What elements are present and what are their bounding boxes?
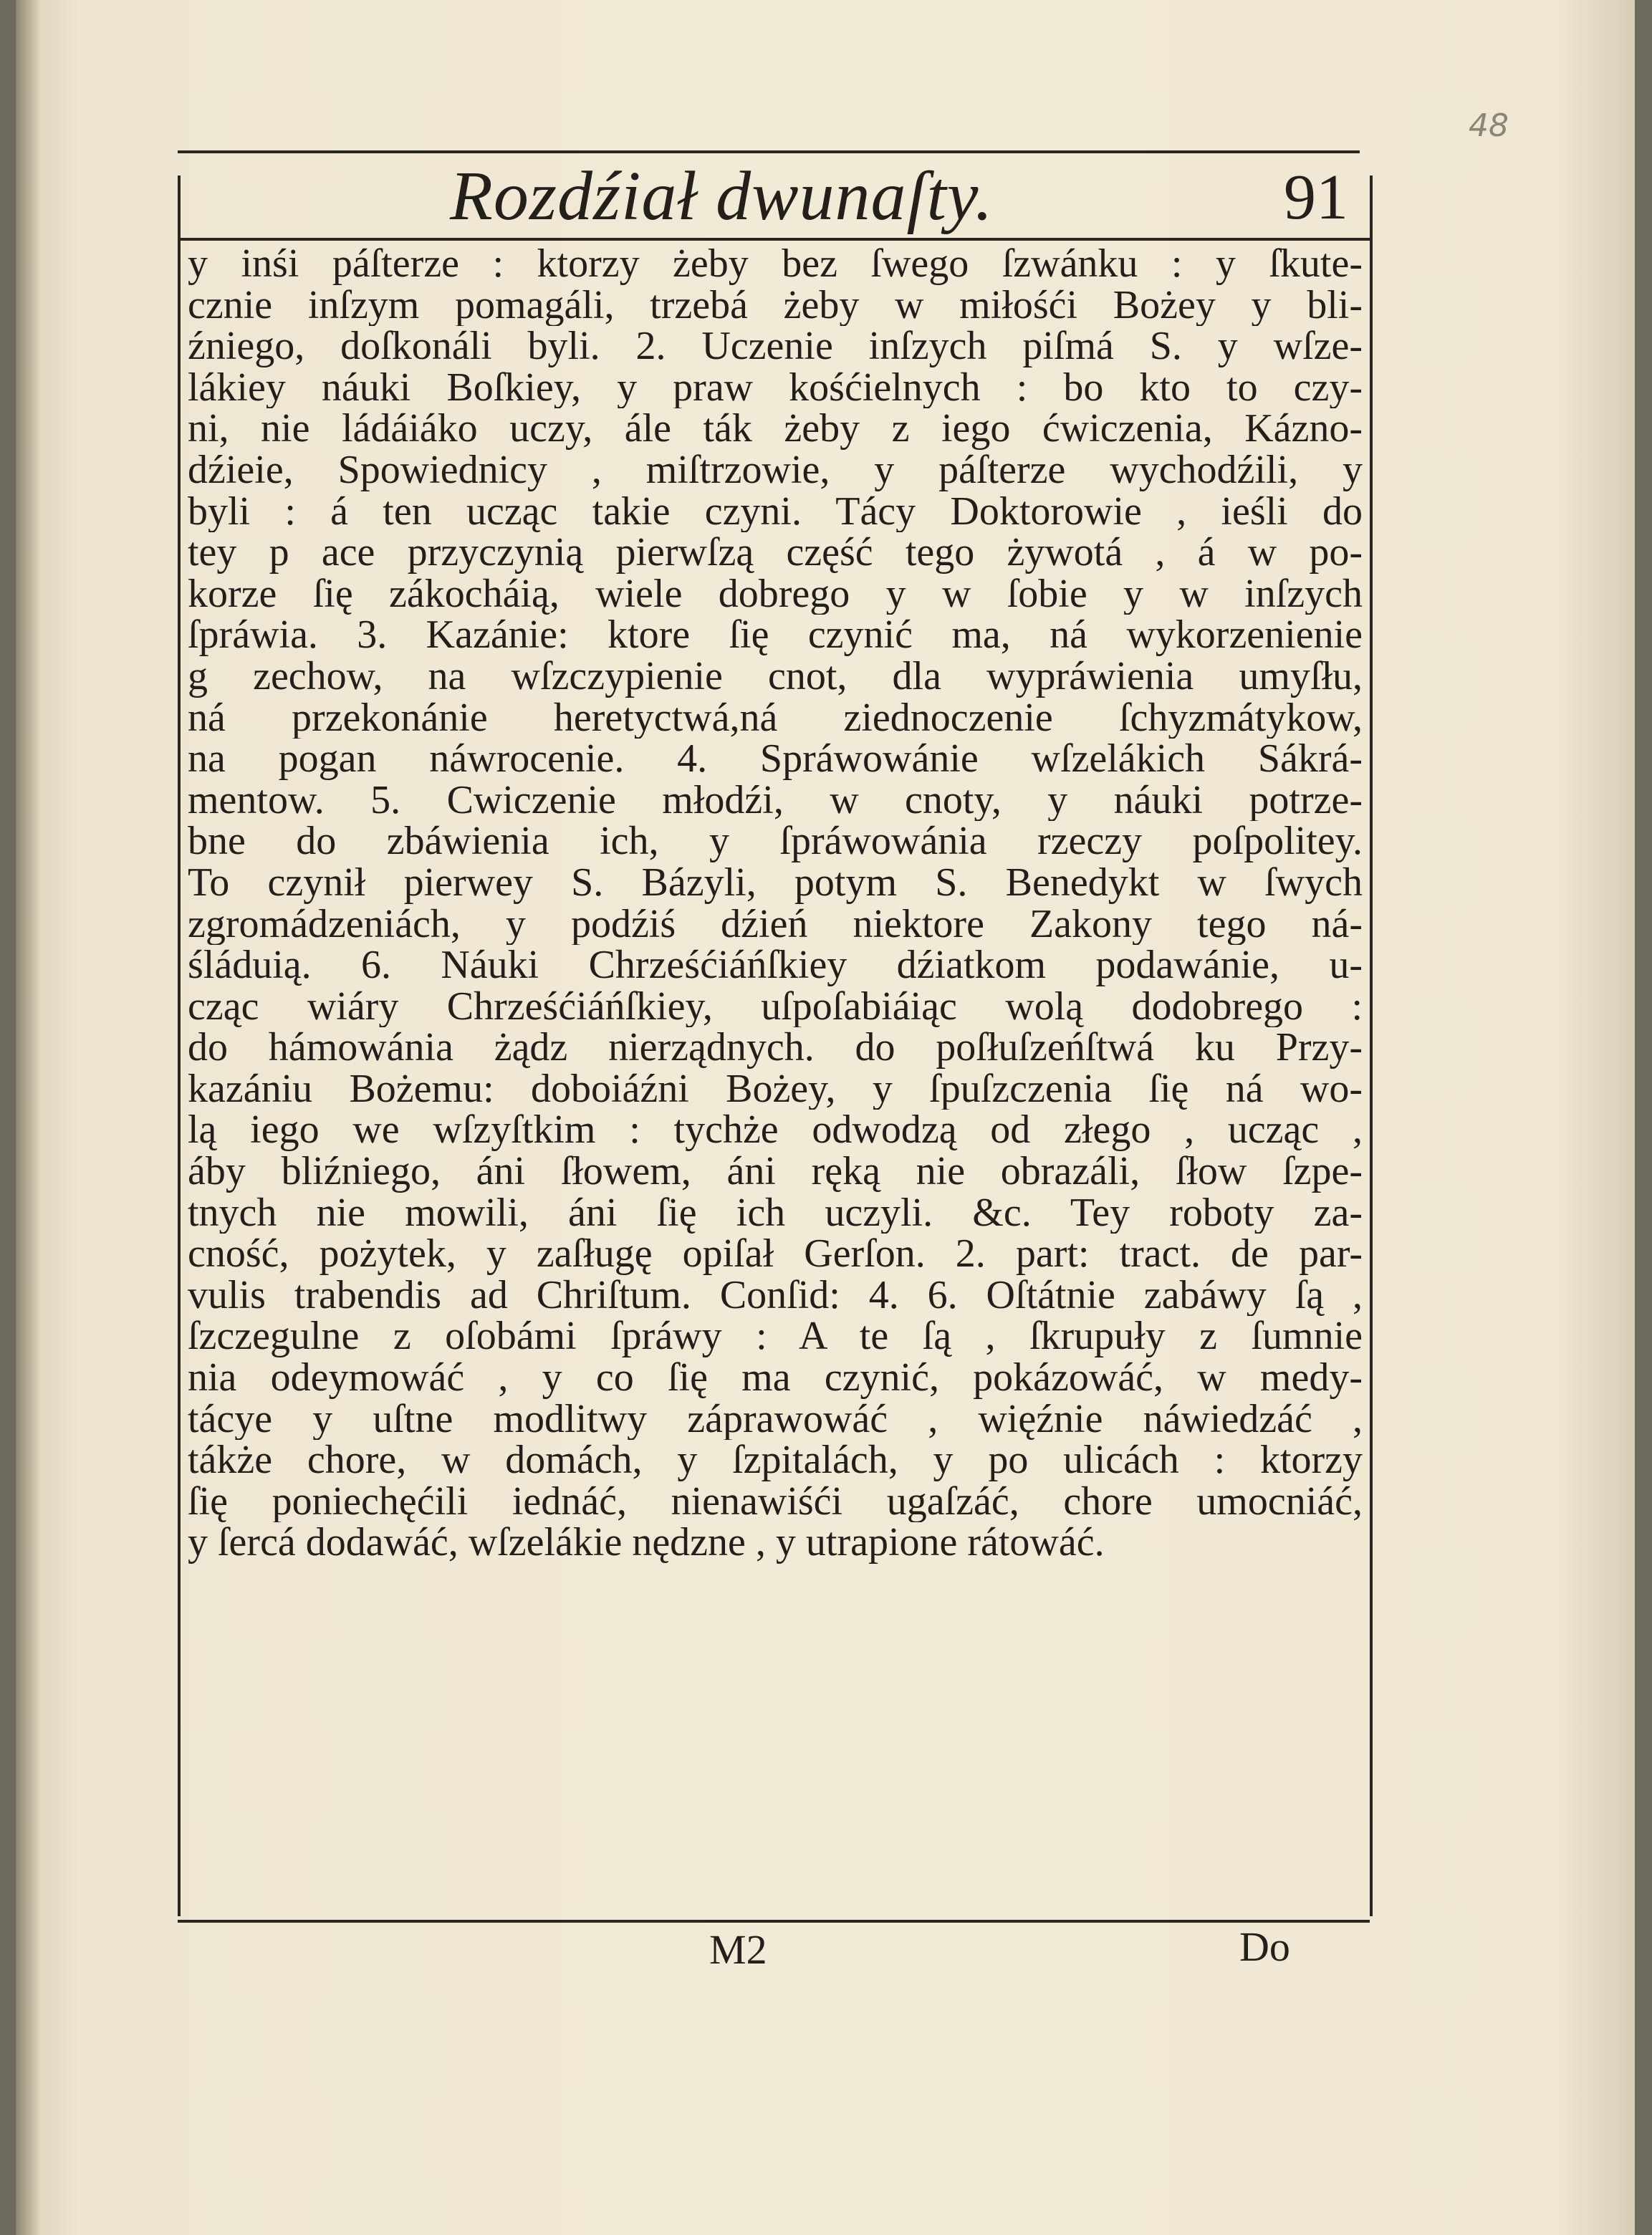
text-line: lákiey náuki Boſkiey, y praw kośćielnych : bo kto to czy- <box>188 367 1363 409</box>
text-line: ſpráwia. 3. Kazánie: ktore ſię czynić ma, ná wykorzenienie <box>188 615 1363 656</box>
text-line: mentow. 5. Cwiczenie młodźi, w cnoty, y náuki potrze- <box>188 779 1363 822</box>
text-line: zgromádzeniách, y podźiś dźień niektore Zakony tego ná- <box>188 903 1363 946</box>
running-head-title: Rozdźiał dwunaſty. <box>450 158 994 235</box>
text-line: ná przekonánie heretyctwá,ná ziednoczenie ſchyzmátykow, <box>188 697 1363 739</box>
text-line: cność, pożytek, y zaſługę opiſał Gerſon. 2. part: tract. de par- <box>188 1234 1363 1275</box>
text-line: tnych nie mowili, áni ſię ich uczyli. &c. Tey roboty za- <box>188 1192 1363 1234</box>
binding-gutter <box>16 0 42 2235</box>
head-rule <box>178 238 1370 241</box>
text-line: ſię poniechęćili iednáć, nienawiśći ugaſzáć, chore umocniáć, <box>188 1481 1363 1523</box>
text-line: byli : á ten ucząc takie czyni. Tácy Doktorowie , ieśli do <box>188 491 1363 533</box>
text-line: y ſercá dodawáć, wſzelákie nędzne , y utrapione rátowáć. <box>188 1522 1105 1564</box>
text-line: tákże chore, w domách, y ſzpitalách, y po ulicách : ktorzy <box>188 1440 1363 1481</box>
text-line: cząc wiáry Chrześćiáńſkiey, uſpoſabiáiąc wolą dodobrego : <box>188 986 1363 1028</box>
text-line: śláduią. 6. Náuki Chrześćiáńſkiey dźiatkom podawánie, u- <box>188 945 1363 986</box>
text-line: tey p ace przyczynią pierwſzą część tego żywotá , á w po- <box>188 532 1363 574</box>
text-line: nia odeymowáć , y co ſię ma czynić, pokázowáć, w medy- <box>188 1357 1363 1399</box>
text-line: źniego, doſkonáli byli. 2. Uczenie inſzych piſmá S. y wſze- <box>188 326 1363 367</box>
text-line: To czynił pierwey S. Bázyli, potym S. Benedykt w ſwych <box>188 862 1363 904</box>
text-line: dźieie, Spowiednicy , miſtrzowie, y páſterze wychodźili, y <box>188 449 1363 491</box>
page-number: 91 <box>1284 162 1348 233</box>
text-line: tácye y uſtne modlitwy záprawowáć , więźnie náwiedzáć , <box>188 1398 1363 1441</box>
text-line: do hámowánia żądz nierządnych. do poſłuſzeńſtwá ku Przy- <box>188 1027 1363 1069</box>
running-head <box>178 156 1370 235</box>
text-line: korze ſię zákocháią, wiele dobrego y w ſobie y w inſzych <box>188 573 1363 615</box>
text-line: ſzczegulne z oſobámi ſpráwy : A te ſą , ſkrupuły z ſumnie <box>188 1316 1363 1358</box>
text-line: na pogan náwrocenie. 4. Spráwowánie wſzelákich Sákrá- <box>188 739 1363 780</box>
text-line: áby bliźniego, áni ſłowem, áni ręką nie obrazáli, ſłow ſzpe- <box>188 1151 1363 1193</box>
margin-folio-note: 48 <box>1469 107 1509 144</box>
catchword: Do <box>1239 1923 1290 1970</box>
body-text <box>188 244 1363 1564</box>
text-line: g zechow, na wſzczypienie cnot, dla wypráwienia umyſłu, <box>188 655 1363 698</box>
top-rule <box>178 150 1360 153</box>
text-line: bne do zbáwienia ich, y ſpráwowánia rzeczy poſpolitey. <box>188 821 1363 862</box>
text-line: ni, nie ládáiáko uczy, ále ták żeby z iego ćwiczenia, Kázno- <box>188 408 1363 450</box>
text-line: kazániu Bożemu: doboiáźni Bożey, y ſpuſzczenia ſię ná wo- <box>188 1068 1363 1110</box>
text-line: lą iego we wſzyſtkim : tychże odwodzą od złego , ucząc , <box>188 1110 1363 1152</box>
bottom-rule <box>178 1920 1370 1923</box>
text-line: y inśi páſterze : ktorzy żeby bez ſwego ſzwánku : y ſkute- <box>188 244 1363 285</box>
text-line: cznie inſzym pomagáli, trzebá żeby w miłośći Bożey y bli- <box>188 284 1363 327</box>
text-line: vulis trabendis ad Chriſtum. Conſid: 4. 6. Oſtátnie zabáwy ſą , <box>188 1274 1363 1317</box>
signature-mark: M2 <box>709 1926 767 1973</box>
